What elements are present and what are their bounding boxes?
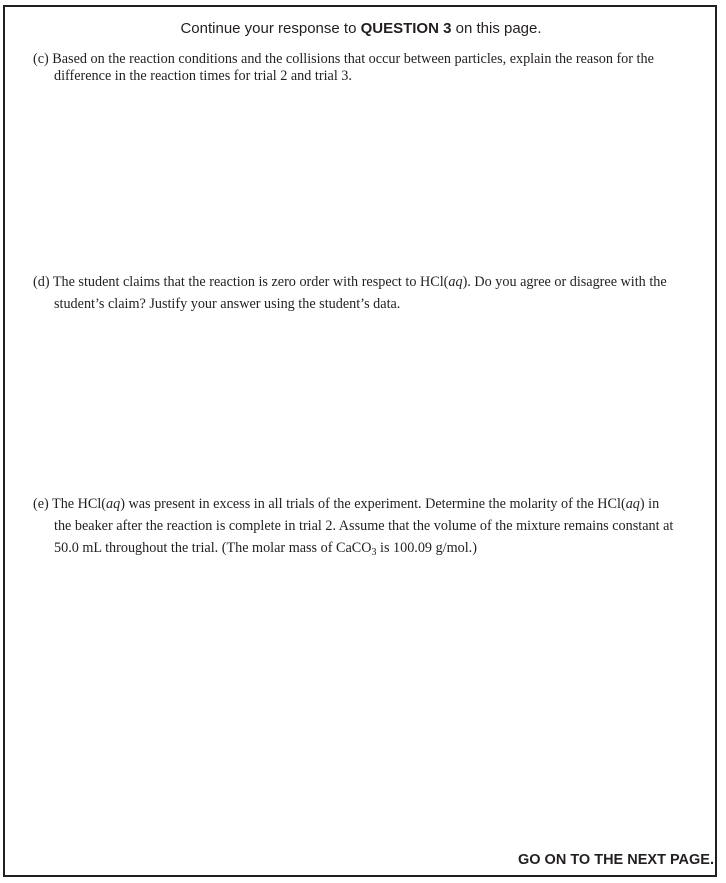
go-on-footer: GO ON TO THE NEXT PAGE. [517,852,714,868]
part-e-line-2: the beaker after the reaction is complete in trial 2. Assume that the volume of the mixture remains constant at [54,518,674,534]
part-d-text-b: ). Do you agree or disagree with the [462,274,667,290]
header-suffix: on this page. [451,20,542,37]
part-c-line-2: difference in the reaction times for trial 2 and trial 3. [54,68,352,84]
part-d-text-a: (d) The student claims that the reaction is zero order with respect to HCl( [33,274,449,290]
part-e-text-b: ) was present in excess in all trials of the experiment. Determine the molarity of the HCl( [120,496,626,512]
page-header [0,20,722,37]
part-e-aq-1: aq [106,496,121,512]
part-c-line-1: (c) Based on the reaction conditions and the collisions that occur between particles, explain the reason for the [33,51,654,67]
question-part-e [33,494,693,563]
part-e-line-3 [33,538,693,563]
part-e-text-e: is 100.09 g/mol.) [376,540,477,556]
header-prefix: Continue your response to [180,20,361,37]
question-part-c [33,49,693,87]
part-e-subscript: 3 [371,547,377,558]
question-part-d [33,272,693,315]
part-d-line-2: student’s claim? Justify your answer using the student’s data. [54,296,401,312]
part-e-line-1 [33,494,693,515]
part-d-aq: aq [448,274,463,290]
part-e-aq-2: aq [625,496,640,512]
part-d-line-1 [33,272,693,293]
part-e-text-a: (e) The HCl( [33,496,107,512]
page-border [3,5,717,877]
part-e-text-c: ) in [639,496,660,512]
part-e-text-d: 50.0 mL throughout the trial. (The molar mass of CaCO [54,540,372,556]
header-question-number: QUESTION 3 [360,20,452,37]
